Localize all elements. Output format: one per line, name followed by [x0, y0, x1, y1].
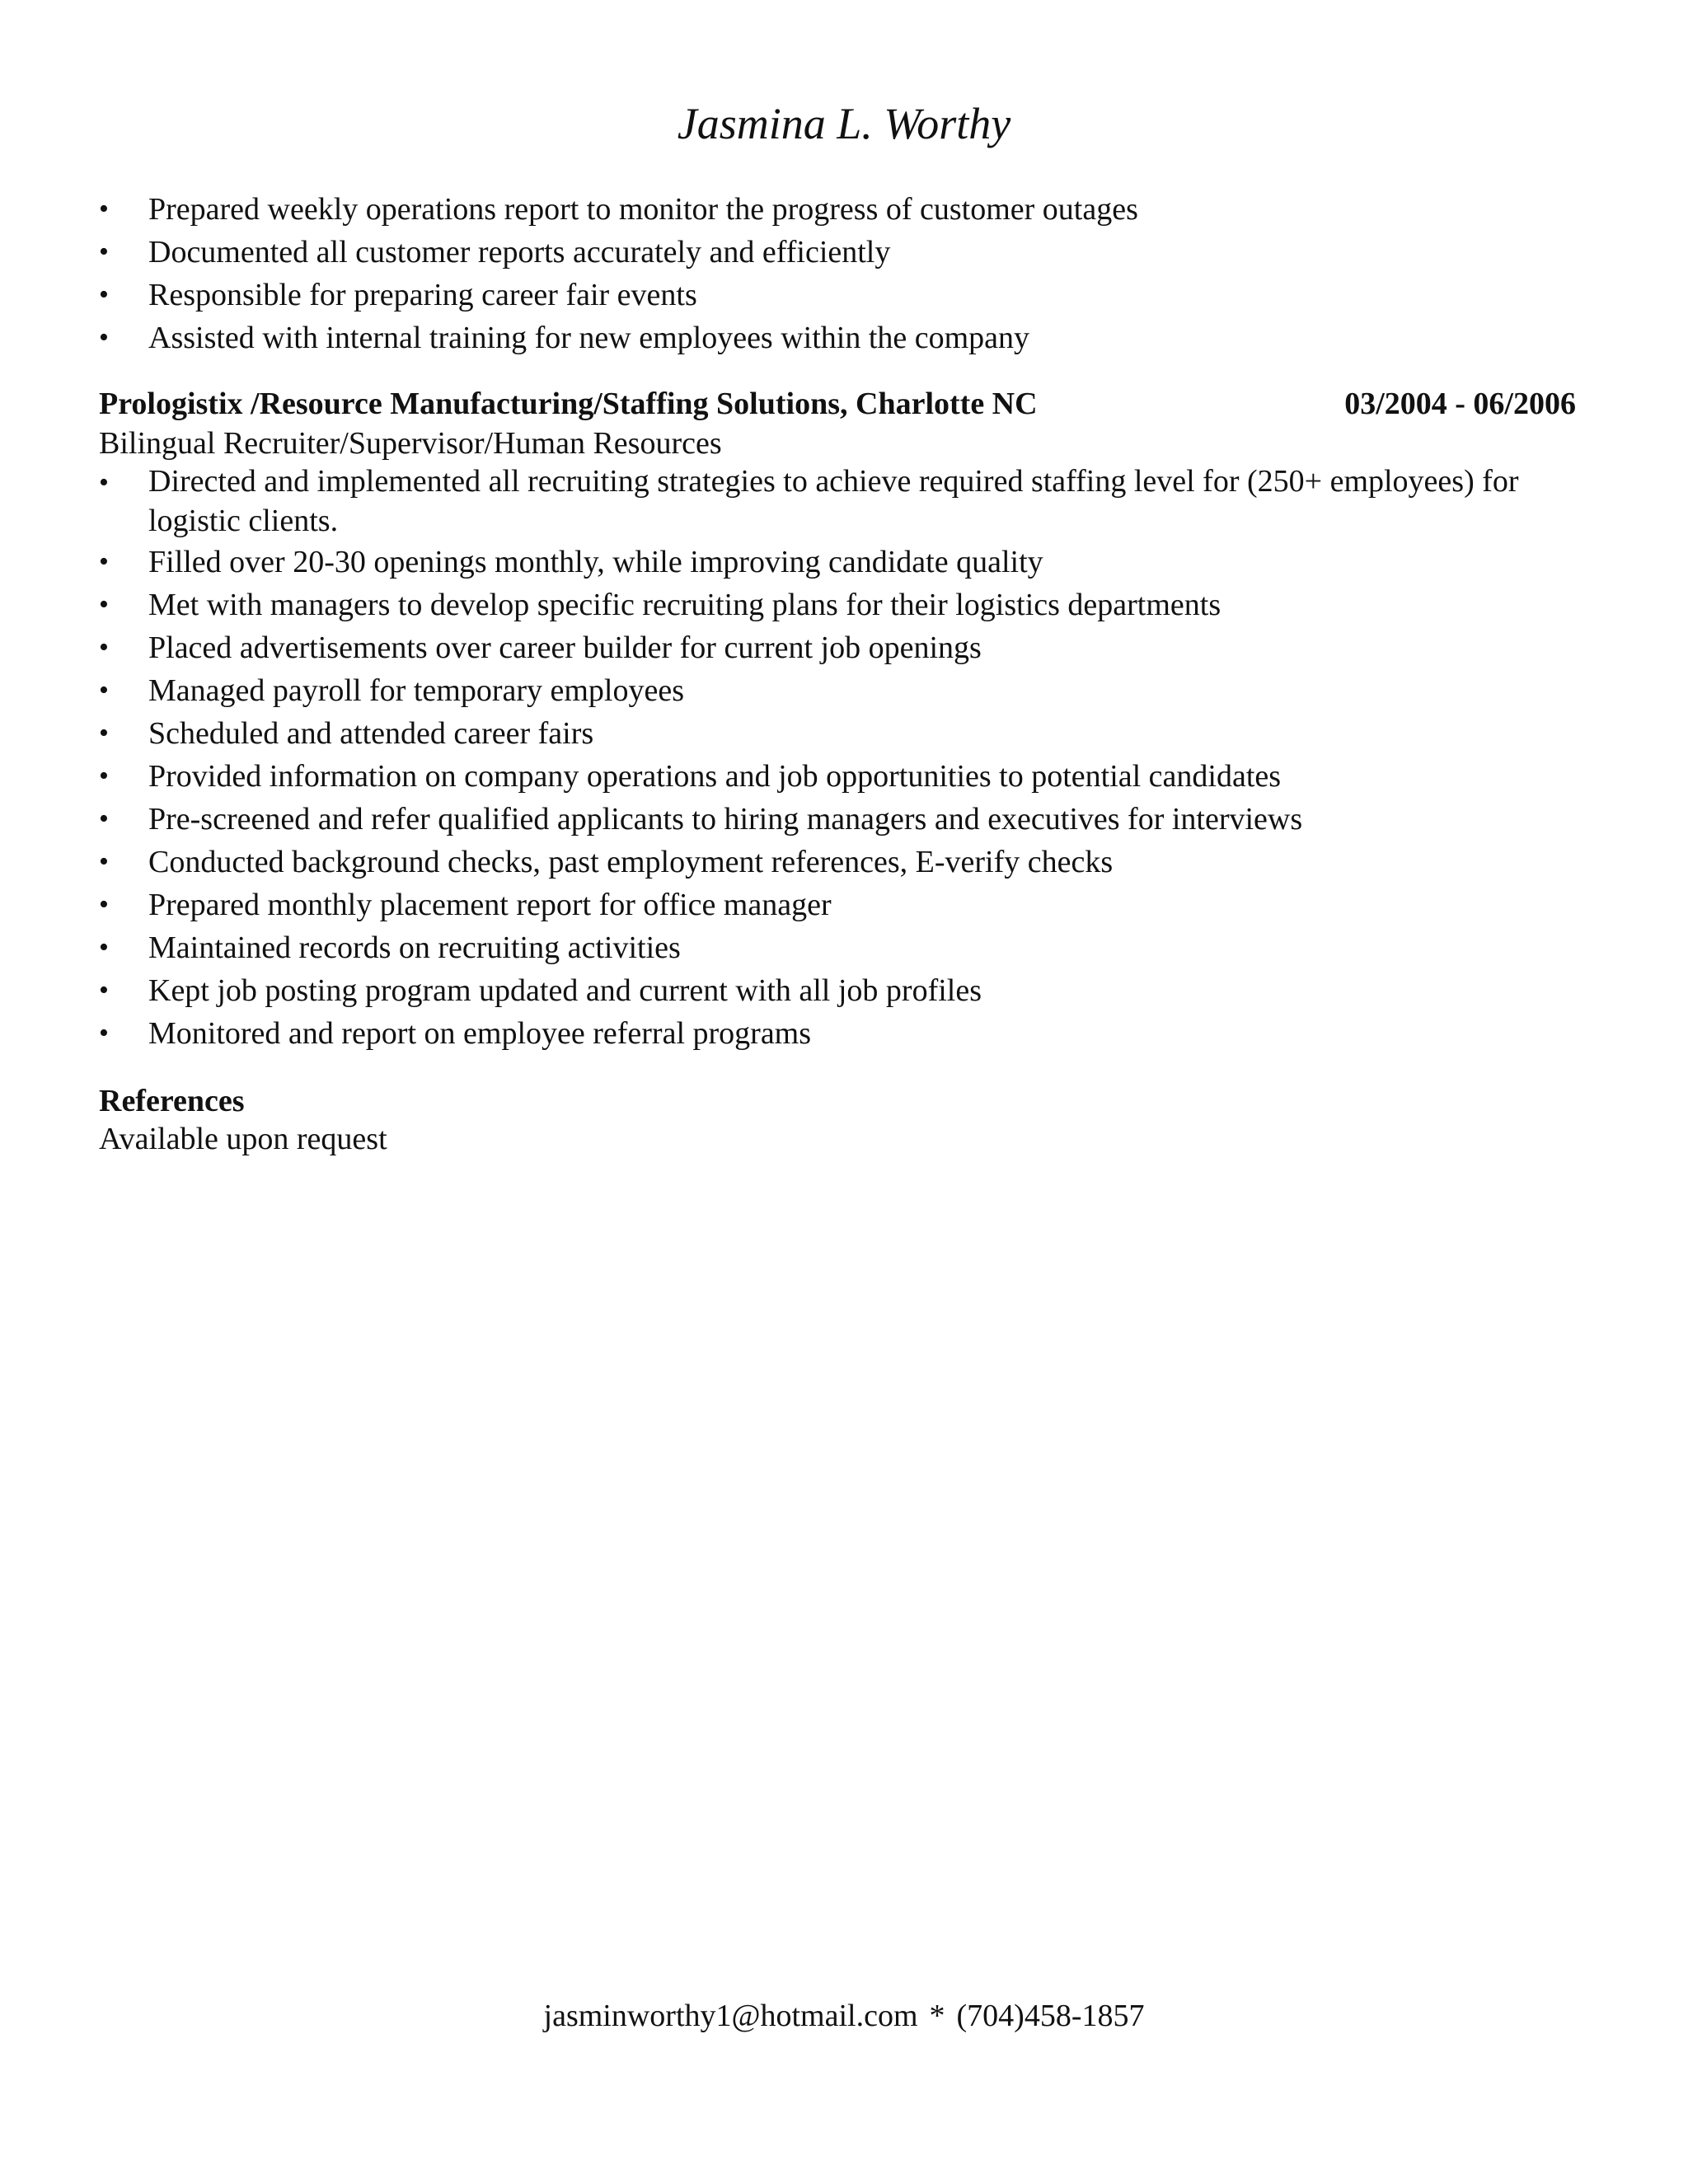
bullet-icon: • [99, 761, 109, 791]
list-item [99, 1012, 1582, 1055]
bullet-icon: • [99, 467, 109, 498]
bullet-icon: • [99, 975, 109, 1005]
list-item [99, 669, 1582, 712]
list-item [99, 755, 1582, 798]
job-header [99, 382, 1576, 425]
list-item [99, 798, 1582, 841]
list-item [99, 188, 1582, 231]
bullet-icon: • [99, 889, 109, 920]
list-item [99, 626, 1582, 669]
bullet-text: Documented all customer reports accurately and efficiently [148, 235, 891, 269]
list-item [99, 841, 1582, 883]
bullet-text: Directed and implemented all recruiting strategies to achieve required staffing level for (250+ employees) for logistic clients. [148, 464, 1519, 538]
bullet-text: Provided information on company operations and job opportunities to potential candidates [148, 759, 1282, 794]
list-item [99, 462, 1582, 541]
bullet-icon: • [99, 632, 109, 663]
bullet-icon: • [99, 804, 109, 834]
list-item [99, 883, 1582, 926]
bullet-icon: • [99, 546, 109, 577]
list-item [99, 541, 1582, 583]
job-dates: 03/2004 - 06/2006 [1344, 387, 1576, 421]
bullet-icon: • [99, 279, 109, 310]
bullet-icon: • [99, 589, 109, 620]
candidate-name: Jasmina L. Worthy [677, 99, 1011, 148]
list-item [99, 969, 1582, 1012]
list-item [99, 231, 1582, 274]
bullet-text: Managed payroll for temporary employees [148, 673, 684, 708]
bullet-text: Kept job posting program updated and current with all job profiles [148, 973, 982, 1008]
previous-job-bullets [99, 188, 1582, 359]
bullet-text: Filled over 20-30 openings monthly, while improving candidate quality [148, 545, 1043, 579]
bullet-text: Prepared weekly operations report to monitor the progress of customer outages [148, 192, 1138, 227]
bullet-text: Responsible for preparing career fair events [148, 278, 697, 312]
bullet-text: Conducted background checks, past employment references, E-verify checks [148, 845, 1114, 879]
contact-footer [0, 1994, 1688, 2037]
bullet-text: Monitored and report on employee referral programs [148, 1016, 812, 1051]
list-item [99, 316, 1582, 359]
company-name: Prologistix /Resource Manufacturing/Staffing Solutions, Charlotte NC [99, 387, 1038, 421]
list-item [99, 274, 1582, 316]
references-heading: References [99, 1084, 245, 1118]
list-item [99, 712, 1582, 755]
bullet-text: Met with managers to develop specific recruiting plans for their logistics departments [148, 588, 1221, 622]
bullet-text: Pre-screened and refer qualified applicants to hiring managers and executives for interviews [148, 802, 1303, 837]
bullet-text: Scheduled and attended career fairs [148, 716, 594, 751]
job-bullets [99, 462, 1582, 1055]
email-link[interactable]: jasminworthy1@hotmail.com [543, 1999, 918, 2033]
bullet-text: Maintained records on recruiting activities [148, 930, 681, 965]
job-title: Bilingual Recruiter/Supervisor/Human Resources [99, 426, 722, 461]
bullet-icon: • [99, 675, 109, 705]
bullet-text: Prepared monthly placement report for office manager [148, 888, 832, 922]
bullet-text: Assisted with internal training for new employees within the company [148, 321, 1030, 355]
bullet-icon: • [99, 322, 109, 353]
phone-number: (704)458-1857 [956, 1999, 1145, 2033]
bullet-icon: • [99, 846, 109, 877]
bullet-icon: • [99, 194, 109, 224]
bullet-icon: • [99, 237, 109, 267]
footer-separator: * [929, 1999, 945, 2033]
list-item [99, 926, 1582, 969]
bullet-icon: • [99, 932, 109, 963]
bullet-icon: • [99, 1018, 109, 1048]
references-text: Available upon request [99, 1122, 387, 1156]
list-item [99, 583, 1582, 626]
bullet-icon: • [99, 718, 109, 748]
bullet-text: Placed advertisements over career builder for current job openings [148, 630, 982, 665]
